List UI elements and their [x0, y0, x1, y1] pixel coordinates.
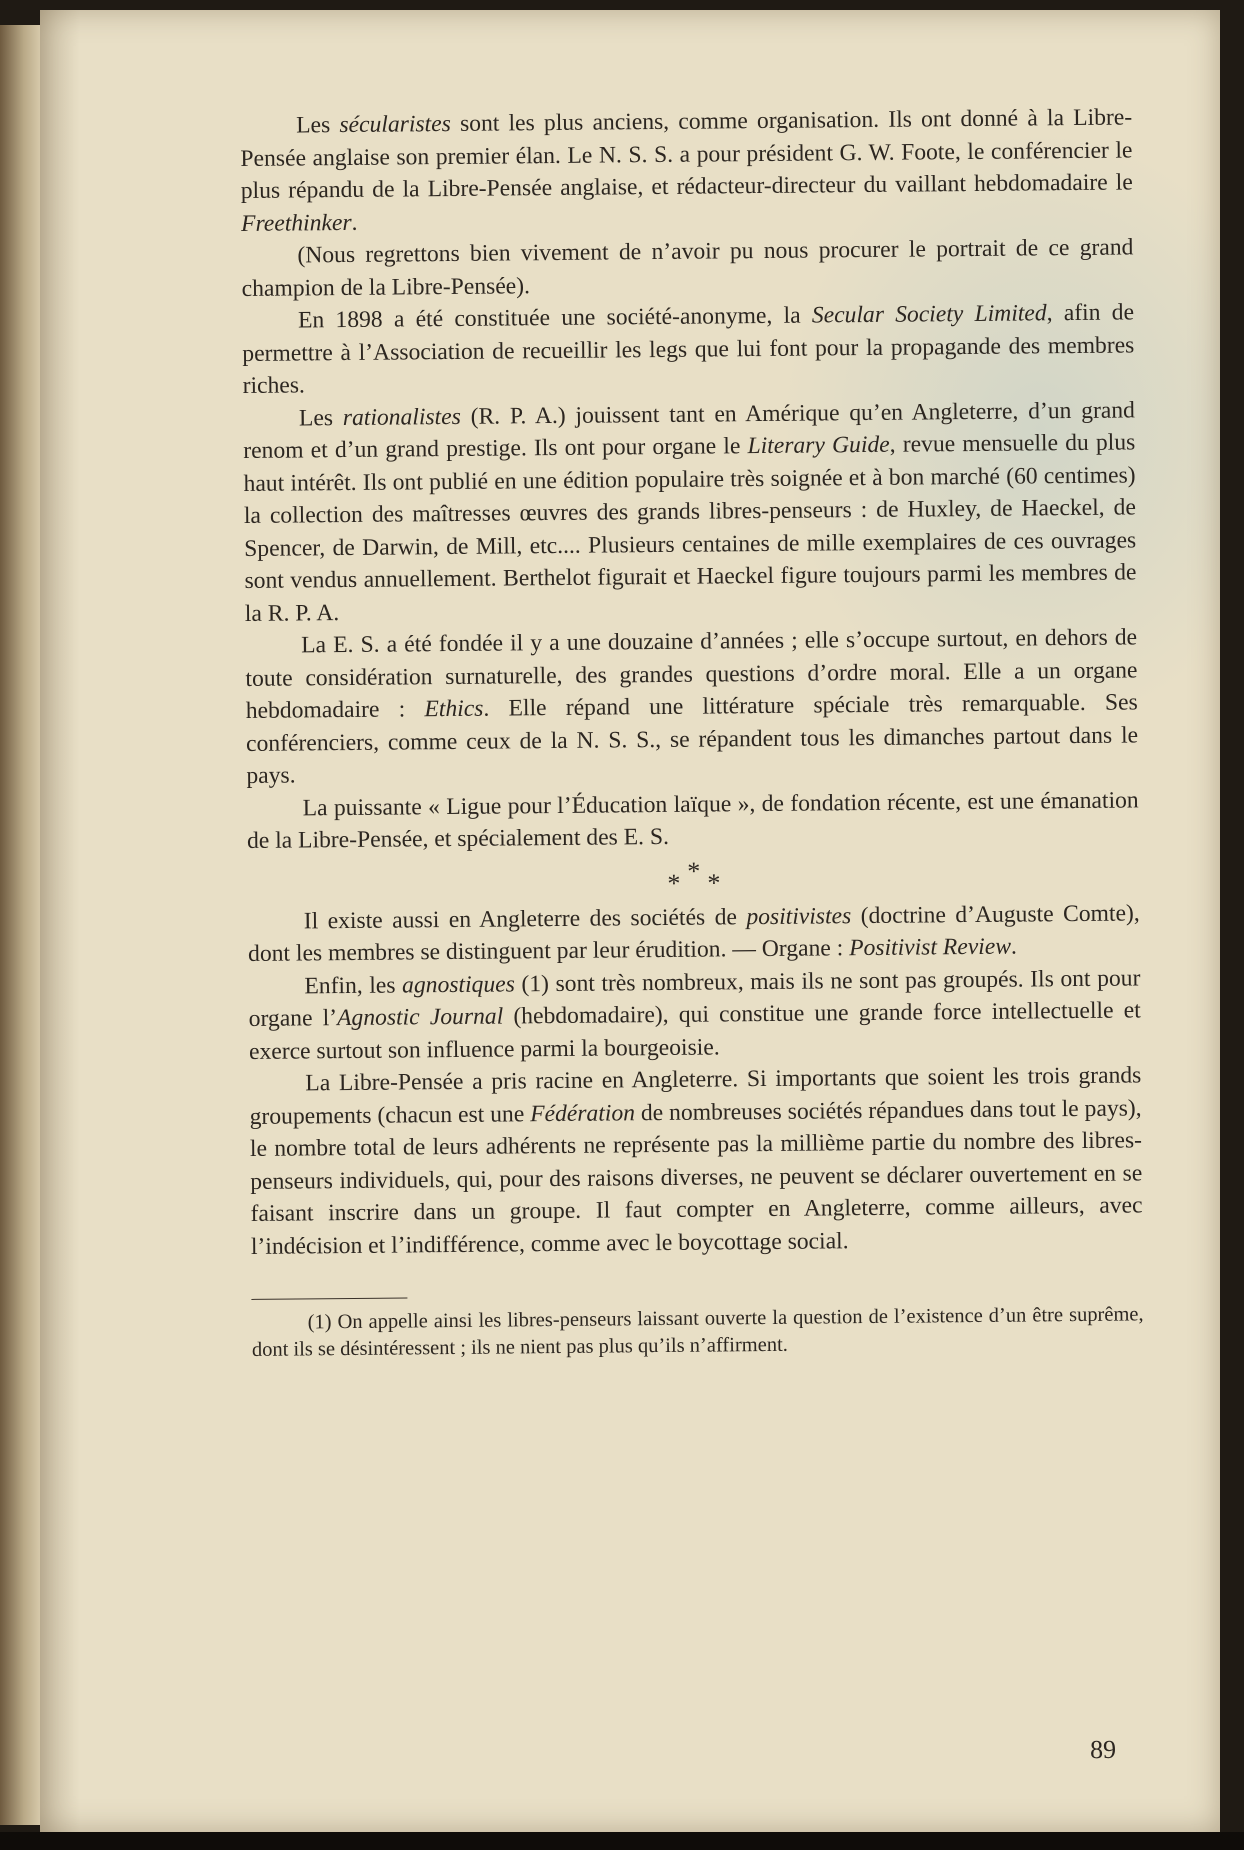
text-run: Les [298, 404, 343, 431]
italic-term: agnostiques [401, 970, 515, 998]
text-run: sont les plus anciens, comme organisation. Ils ont donné à la Libre-Pensée anglaise son premier élan. Le N. S. S. a pour président G. W. Foote, le conférencier le plus répandu de la Libre-Pensée anglaise, et rédacteur-directeur du vaillant hebdomadaire le [240, 104, 1133, 204]
text-run: (doctrine d’Auguste Comte), dont les membres se distinguent par leur érudition. — Organe : [247, 899, 1140, 967]
text-run: Enfin, les [304, 971, 403, 999]
section-asterism [247, 849, 1139, 906]
text-run: La Libre-Pensée a pris racine en Angleterre. Si importants que soient les trois grands groupements (chacun est une [249, 1062, 1142, 1130]
book-page [40, 10, 1220, 1832]
paragraph-ethical-societies [245, 621, 1139, 792]
page-number: 89 [1089, 1734, 1117, 1765]
text-run: (hebdomadaire), qui constitue une grande force intellectuelle et exerce surtout son influence parmi la bourgeoisie. [248, 997, 1141, 1065]
book-binding-edge [0, 25, 40, 1825]
text-run: (R. P. A.) jouissent tant en Amérique qu’en Angleterre, d’un grand renom et d’un grand prestige. Ils ont pour organe le [243, 396, 1136, 464]
italic-term: positivistes [746, 902, 852, 930]
paragraph-racine [249, 1059, 1143, 1263]
text-run: , revue mensuelle du plus haut intérêt. Ils ont publié en une édition populaire très soignée et à bon marché (60 centimes) la collection des maîtresses œuvres des grands libres-penseurs : de Huxley, de Haeckel, de Spencer, de Darwin, de Mill, etc.... Plusieurs centaines de mille exemplaires de ces ouvrages sont vendus annuellement. Berthelot figurait et Haeckel figure toujours parmi les membres de la R. P. A. [243, 429, 1137, 627]
paragraph-secularistes [240, 101, 1133, 240]
text-run: (Nous regrettons bien vivement de n’avoir pu nous procurer le portrait de ce grand champion de la Libre-Pensée). [241, 234, 1134, 302]
text-run: Il existe aussi en Angleterre des sociétés de [303, 903, 747, 934]
text-run: de nombreuses sociétés répandues dans tout le pays), le nombre total de leurs adhérents ne représente pas la millième partie du nombre des libres-penseurs individuels, qui, pour des raisons diverses, ne peuvent se déclarer ouvertement en se faisant inscrire dans un groupe. Il faut compter en Angleterre, comme ailleurs, avec l’indécision et l’indifférence, comme avec le boycottage social. [249, 1094, 1143, 1260]
text-run: En 1898 a été constituée une société-anonyme, la [297, 302, 812, 334]
italic-term: sécularistes [339, 110, 451, 139]
text-run: . [1010, 933, 1018, 960]
paragraph-secular-society [242, 296, 1135, 402]
page-body [240, 101, 1144, 1364]
paragraph-agnostiques [248, 962, 1141, 1068]
text-run: La E. S. a été fondée il y a une douzaine d’années ; elle s’occupe surtout, en dehors de toute considération surnaturelle, des grandes questions d’ordre moral. Elle a un organe hebdomadaire : [245, 624, 1138, 724]
italic-title: Secular Society Limited [811, 300, 1047, 329]
italic-title: Agnostic Journal [336, 1003, 504, 1032]
paragraph-positivistes [248, 897, 1141, 971]
paragraph-regret-note [241, 231, 1134, 305]
asterism-star: * [667, 868, 681, 898]
paragraph-rationalistes [243, 394, 1137, 630]
text-run: , afin de permettre à l’Association de recueillir les legs que lui font pour la propagande des membres riches. [242, 299, 1135, 399]
text-run: . [351, 209, 358, 236]
text-run: . Elle répand une littérature spéciale très remarquable. Ses conférenciers, comme ceux de la N. S. S., se répandent tous les dimanches partout dans le pays. [245, 689, 1139, 789]
italic-term: Fédération [530, 1099, 636, 1127]
italic-term: rationalistes [342, 403, 461, 431]
italic-title: Ethics [424, 695, 484, 723]
text-run: Les [296, 112, 340, 139]
scan-bottom-edge [0, 1832, 1244, 1850]
italic-title: Literary Guide [747, 431, 890, 460]
text-run: (1) sont très nombreux, mais ils ne sont pas groupés. Ils ont pour organe l’ [248, 964, 1141, 1032]
footnote: (1) On appelle ainsi les libres-penseurs laissant ouverte la question de l’existence d’un être suprême, dont ils se désintéressent ; ils ne nient pas plus qu’ils n’affirment. [251, 1303, 1144, 1361]
asterism-star: * [687, 856, 701, 886]
footnote-divider [251, 1297, 407, 1299]
text-run: La puissante « Ligue pour l’Éducation laïque », de fondation récente, est une émanation de la Libre-Pensée, et spécialement des E. S. [246, 786, 1139, 854]
asterism-star: * [707, 867, 721, 898]
italic-title: Freethinker [240, 209, 352, 237]
paragraph-ligue [247, 784, 1140, 858]
italic-title: Positivist Review [849, 933, 1012, 962]
